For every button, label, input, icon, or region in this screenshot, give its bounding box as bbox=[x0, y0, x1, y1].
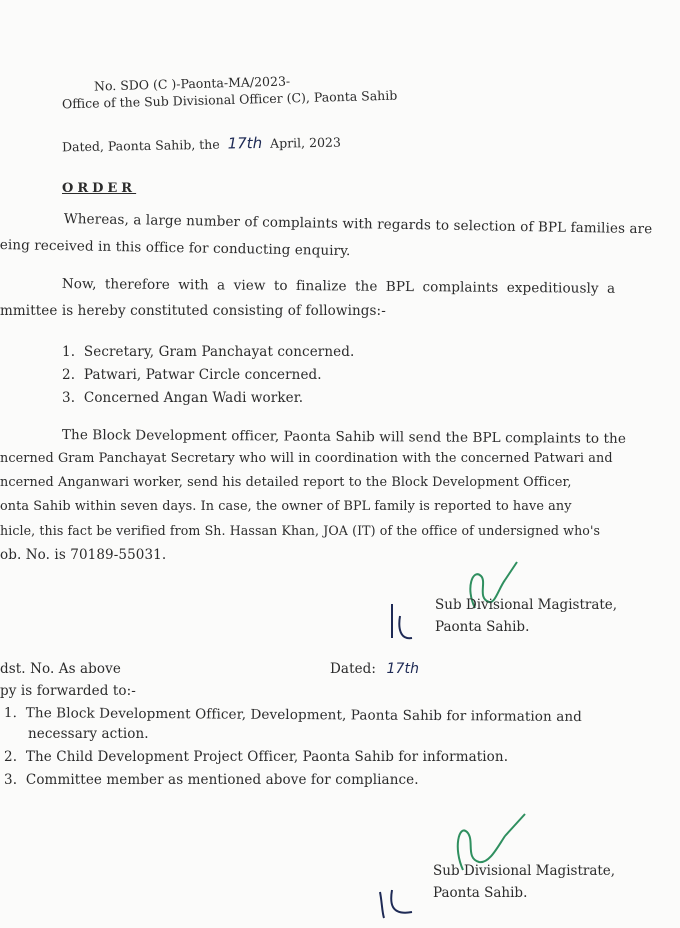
order-para3-line6: ob. No. is 70189-55031. bbox=[0, 547, 167, 563]
member-item-3: 3. Concerned Angan Wadi worker. bbox=[62, 390, 304, 406]
forward-item-2: 2. The Child Development Project Officer, Paonta Sahib for information. bbox=[4, 749, 509, 765]
order-para2-line1: Now, therefore with a view to finalize the BPL complaints expeditiously a bbox=[61, 276, 616, 297]
order-para1-line2: eing received in this office for conducting enquiry. bbox=[0, 237, 351, 260]
order-para3-line5: hicle, this fact be verified from Sh. Hassan Khan, JOA (IT) of the office of undersigned who's bbox=[0, 523, 601, 538]
order-para2-line2: mmittee is hereby constituted consisting of followings:- bbox=[0, 303, 386, 319]
dated-suffix: April, 2023 bbox=[269, 134, 341, 151]
order-title: ORDER bbox=[62, 181, 137, 196]
signature1-designation: Sub Divisional Magistrate, bbox=[435, 597, 618, 613]
member-item-2: 2. Patwari, Patwar Circle concerned. bbox=[62, 367, 322, 383]
order-para3-line2: ncerned Gram Panchayat Secretary who will in coordination with the concerned Patwari and bbox=[0, 451, 613, 466]
dated-handwritten-day: 17th bbox=[227, 133, 263, 153]
initials-mark-2 bbox=[372, 882, 432, 922]
forward-item-1: 1. The Block Development Officer, Development, Paonta Sahib for information and bbox=[3, 705, 582, 726]
forward-item-1-line2: necessary action. bbox=[28, 726, 149, 742]
reference-number: No. SDO (C )-Paonta-MA/2023- bbox=[93, 73, 291, 94]
dated-prefix: Dated, Paonta Sahib, the bbox=[61, 136, 220, 155]
order-para3-line3: ncerned Anganwari worker, send his detailed report to the Block Development Officer, bbox=[0, 475, 572, 490]
forwarded-to: py is forwarded to:- bbox=[0, 683, 136, 699]
dated-line bbox=[62, 133, 341, 156]
endorsement-dated-label: Dated: bbox=[330, 661, 377, 677]
signature2-designation: Sub Divisional Magistrate, bbox=[433, 863, 616, 879]
member-item-1: 1. Secretary, Gram Panchayat concerned. bbox=[62, 344, 355, 360]
signature2-place: Paonta Sahib. bbox=[433, 885, 528, 901]
signature1-place: Paonta Sahib. bbox=[435, 619, 530, 635]
order-para3-line1: The Block Development officer, Paonta Sahib will send the BPL complaints to the bbox=[61, 427, 627, 447]
endorsement-dated bbox=[330, 661, 419, 677]
order-para3-line4: onta Sahib within seven days. In case, the owner of BPL family is reported to have any bbox=[0, 499, 572, 514]
endorsement-dated-handwritten: 17th bbox=[386, 661, 420, 677]
office-name: Office of the Sub Divisional Officer (C), Paonta Sahib bbox=[61, 87, 398, 112]
order-para1-line1: Whereas, a large number of complaints with regards to selection of BPL families are bbox=[63, 211, 653, 238]
forward-item-3: 3. Committee member as mentioned above for compliance. bbox=[4, 772, 419, 788]
initials-mark-1 bbox=[378, 598, 428, 648]
endorsement-number: dst. No. As above bbox=[0, 661, 121, 677]
